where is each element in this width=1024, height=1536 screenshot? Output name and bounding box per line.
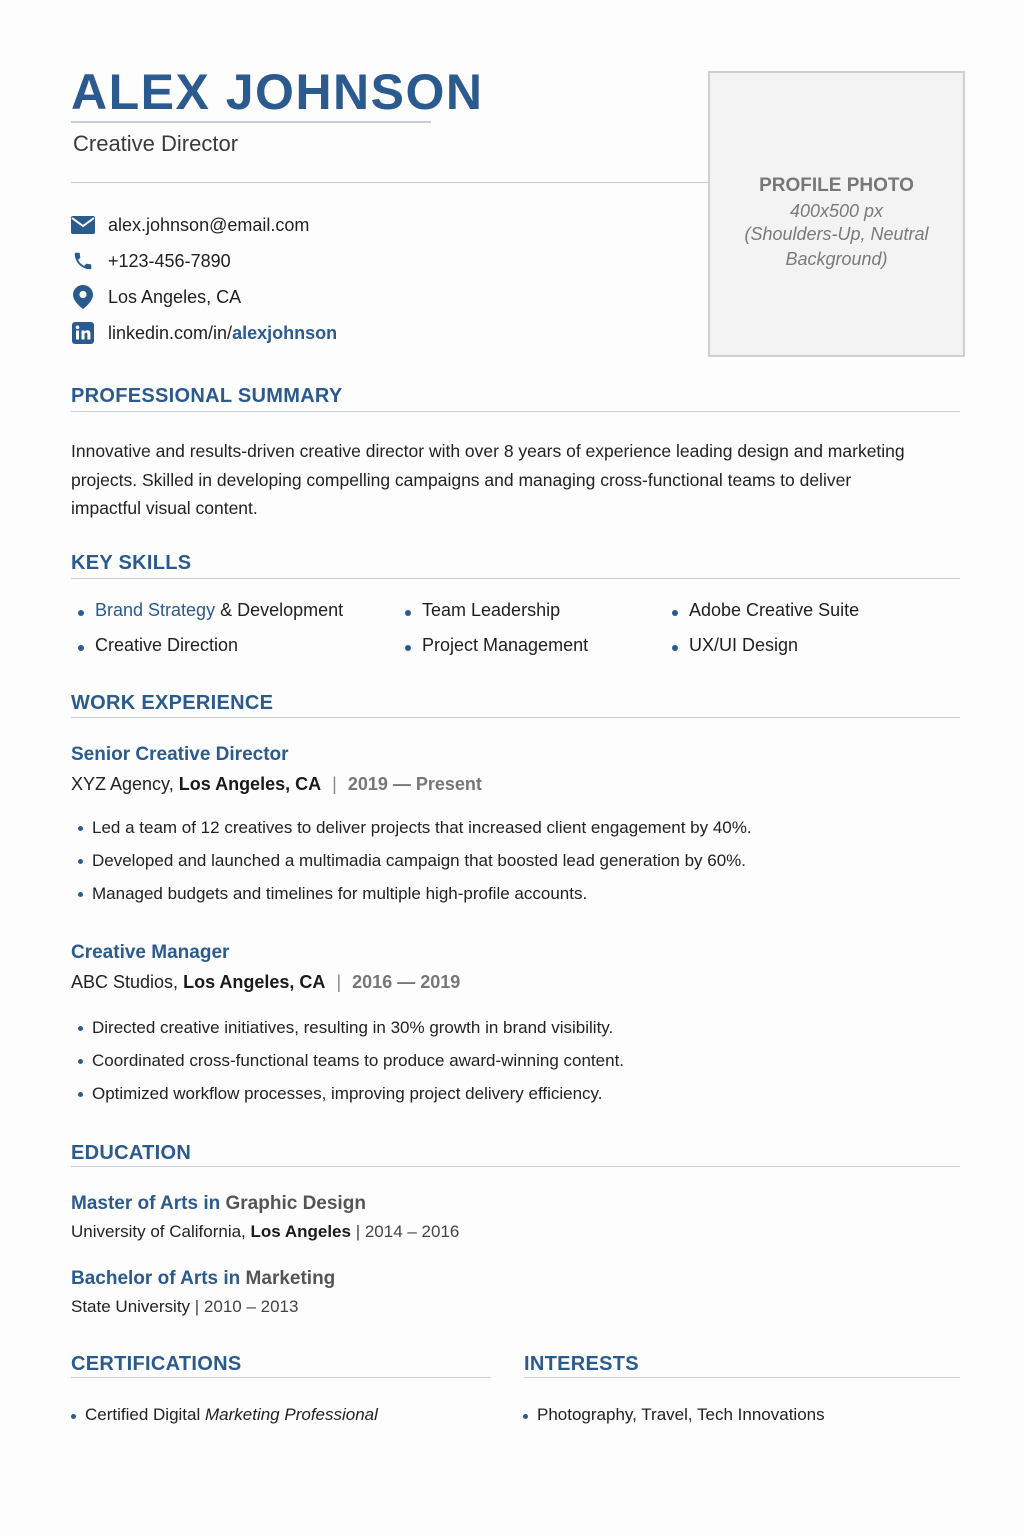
education-institution (71, 1297, 298, 1317)
job-location: Los Angeles, CA (178, 774, 322, 794)
certification-item (71, 1405, 378, 1425)
linkedin-handle-link[interactable]: alexjohnson (232, 322, 338, 343)
job-bullets (78, 1016, 624, 1115)
location-icon (71, 285, 95, 309)
skill-label: Creative Direction (95, 635, 239, 655)
summary-line: impactful visual content. (71, 498, 258, 518)
job-title-header: Creative Director (73, 131, 239, 156)
job-separator: | (336, 972, 342, 992)
skill-item (78, 635, 238, 656)
section-title-certifications: CERTIFICATIONS (71, 1353, 242, 1375)
school-name: State University (71, 1297, 191, 1316)
section-title-experience: WORK EXPERIENCE (71, 692, 274, 714)
school-name: University of California, (71, 1222, 246, 1241)
skill-brand-rest: & Development (215, 600, 344, 620)
job-bullet: Developed and launched a multimadia campaign that boosted lead generation by 60%. (78, 849, 752, 882)
job-bullet: Managed budgets and timelines for multiple high-profile accounts. (78, 882, 752, 915)
section-rule (71, 717, 960, 718)
degree-type: Bachelor of Arts in (71, 1268, 241, 1289)
skill-label: Adobe Creative Suite (689, 600, 860, 620)
email-icon (71, 213, 95, 237)
school-campus: Los Angeles (250, 1222, 351, 1241)
job-dates: 2019 — Present (347, 774, 482, 794)
contact-linkedin[interactable] (71, 315, 337, 351)
linkedin-icon (71, 321, 95, 345)
contact-list (71, 207, 337, 351)
degree-field: Marketing (245, 1268, 336, 1289)
photo-size: 400x500 px (789, 201, 884, 221)
skill-label: Team Leadership (422, 600, 561, 620)
contact-location (71, 279, 337, 315)
linkedin-prefix[interactable]: linkedin.com/in/ (108, 322, 233, 343)
section-title-summary: PROFESSIONAL SUMMARY (71, 385, 343, 407)
job-separator: | (332, 774, 337, 794)
skill-item (672, 600, 859, 621)
job-location: Los Angeles, CA (183, 972, 326, 992)
section-rule (524, 1377, 960, 1378)
degree-type: Master of Arts in (71, 1193, 221, 1214)
skill-label: Project Management (422, 635, 589, 655)
skill-item (405, 600, 560, 621)
job-company: XYZ Agency, (71, 774, 174, 794)
phone-icon (71, 249, 95, 273)
summary-line: Innovative and results-driven creative director with over 8 years of experience leading design and marketing (71, 441, 905, 461)
section-title-skills: KEY SKILLS (71, 552, 192, 574)
job-title: Creative Manager (71, 942, 230, 963)
degree-field: Graphic Design (225, 1193, 366, 1214)
section-title-interests: INTERESTS (524, 1353, 639, 1375)
education-degree (71, 1193, 366, 1215)
photo-label: PROFILE PHOTO (759, 175, 914, 196)
skill-item (672, 635, 798, 656)
summary-text (71, 437, 931, 523)
job-bullet: Led a team of 12 creatives to deliver projects that increased client engagement by 40%. (78, 816, 752, 849)
section-rule (71, 578, 960, 579)
section-rule (71, 411, 960, 412)
job-bullet: Coordinated cross-functional teams to produce award-winning content. (78, 1049, 624, 1082)
photo-note: (Shoulders-Up, Neutral Background) (744, 224, 929, 269)
phone-text[interactable]: +123-456-7890 (108, 250, 231, 271)
skill-item (78, 600, 343, 621)
job-bullet: Optimized workflow processes, improving project delivery efficiency. (78, 1082, 624, 1115)
profile-photo-placeholder (708, 71, 965, 357)
education-institution (71, 1222, 459, 1242)
job-meta (71, 972, 460, 993)
job-bullets (78, 816, 752, 915)
section-rule (71, 1166, 960, 1167)
contact-phone[interactable] (71, 243, 337, 279)
skill-brand-highlight: Brand Strategy (95, 600, 216, 620)
job-bullet: Directed creative initiatives, resulting in 30% growth in brand visibility. (78, 1016, 624, 1049)
contact-email[interactable] (71, 207, 337, 243)
education-degree (71, 1268, 335, 1290)
resume-name: ALEX JOHNSON (71, 64, 484, 120)
name-underline (71, 121, 431, 123)
email-text[interactable]: alex.johnson@email.com (108, 214, 310, 235)
interests-item: Photography, Travel, Tech Innovations (523, 1405, 825, 1425)
certification-text-italic: Marketing Professional (205, 1405, 378, 1424)
section-title-education: EDUCATION (71, 1142, 192, 1164)
job-company: ABC Studios, (71, 972, 179, 992)
skill-label: UX/UI Design (689, 635, 799, 655)
education-years: | 2014 – 2016 (355, 1222, 460, 1241)
location-text: Los Angeles, CA (108, 286, 242, 307)
skill-item (405, 635, 588, 656)
header-divider (71, 182, 709, 183)
section-rule (71, 1377, 491, 1378)
education-years: | 2010 – 2013 (194, 1297, 299, 1316)
job-meta (71, 774, 482, 795)
job-title: Senior Creative Director (71, 744, 289, 765)
summary-line: projects. Skilled in developing compelling campaigns and managing cross-functional teams to deliver (71, 469, 852, 490)
job-dates: 2016 — 2019 (352, 972, 461, 992)
certification-text: Certified Digital (85, 1405, 205, 1424)
